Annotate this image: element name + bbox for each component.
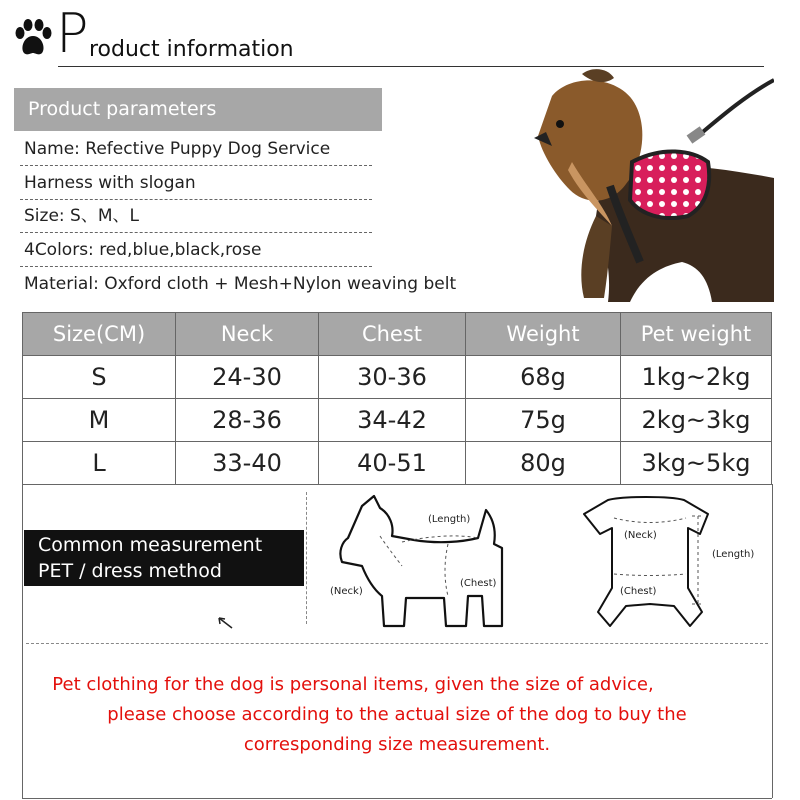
param-colors: 4Colors: red,blue,black,rose (24, 240, 262, 260)
dog-chest-label: (Chest) (460, 578, 497, 589)
cell-chest: 40-51 (319, 442, 466, 485)
size-table (22, 312, 772, 485)
param-material: Material: Oxford cloth + Mesh+Nylon weaving belt (24, 274, 457, 294)
cell-pet-weight: 2kg~3kg (621, 399, 772, 442)
dog-measurement-diagram (318, 492, 518, 634)
coat-neck-label: (Neck) (624, 530, 657, 541)
cell-pet-weight: 1kg~2kg (621, 356, 772, 399)
title-initial: P (56, 2, 89, 65)
cell-neck: 24-30 (176, 356, 319, 399)
params-heading-bar (14, 88, 382, 131)
dog-harness-photo (512, 66, 774, 302)
table-header-row (23, 313, 772, 356)
cell-size: L (23, 442, 176, 485)
divider (20, 266, 372, 267)
dashed-divider (306, 492, 307, 624)
dog-length-label: (Length) (428, 514, 471, 525)
coat-chest-label: (Chest) (620, 586, 657, 597)
col-header-size: Size(CM) (23, 313, 176, 356)
arrow-icon (214, 612, 236, 634)
param-size: Size: S、M、L (24, 206, 139, 226)
cell-chest: 34-42 (319, 399, 466, 442)
param-name: Name: Refective Puppy Dog Service (24, 139, 331, 159)
section-border (772, 484, 773, 798)
coat-measurement-diagram (578, 494, 764, 634)
col-header-neck: Neck (176, 313, 319, 356)
section-border (22, 484, 23, 798)
cell-chest: 30-36 (319, 356, 466, 399)
coat-length-label: (Length) (712, 549, 755, 560)
section-border (22, 798, 772, 799)
page-title: roduct information (89, 37, 294, 62)
param-slogan: Harness with slogan (24, 173, 196, 193)
col-header-chest: Chest (319, 313, 466, 356)
size-advice-note-line2: please choose according to the actual size of the dog to buy the (107, 704, 687, 725)
table-row (23, 442, 772, 485)
cell-neck: 28-36 (176, 399, 319, 442)
measurement-title-line1: Common measurement (38, 534, 263, 556)
col-header-pet-weight: Pet weight (621, 313, 772, 356)
cell-neck: 33-40 (176, 442, 319, 485)
divider (20, 232, 372, 233)
cell-pet-weight: 3kg~5kg (621, 442, 772, 485)
params-heading: Product parameters (28, 98, 217, 120)
measurement-title-line2: PET / dress method (38, 560, 222, 582)
measurement-method-box (24, 530, 304, 586)
divider (20, 165, 372, 166)
paw-icon (12, 18, 54, 60)
table-row (23, 356, 772, 399)
col-header-weight: Weight (466, 313, 621, 356)
divider (20, 199, 372, 200)
cell-weight: 80g (466, 442, 621, 485)
dashed-divider (26, 643, 768, 644)
dog-neck-label: (Neck) (330, 586, 363, 597)
size-advice-note-line3: corresponding size measurement. (243, 734, 551, 755)
cell-weight: 68g (466, 356, 621, 399)
size-advice-note-line1: Pet clothing for the dog is personal items, given the size of advice, (52, 674, 654, 695)
cell-size: S (23, 356, 176, 399)
cell-size: M (23, 399, 176, 442)
table-row (23, 399, 772, 442)
cell-weight: 75g (466, 399, 621, 442)
